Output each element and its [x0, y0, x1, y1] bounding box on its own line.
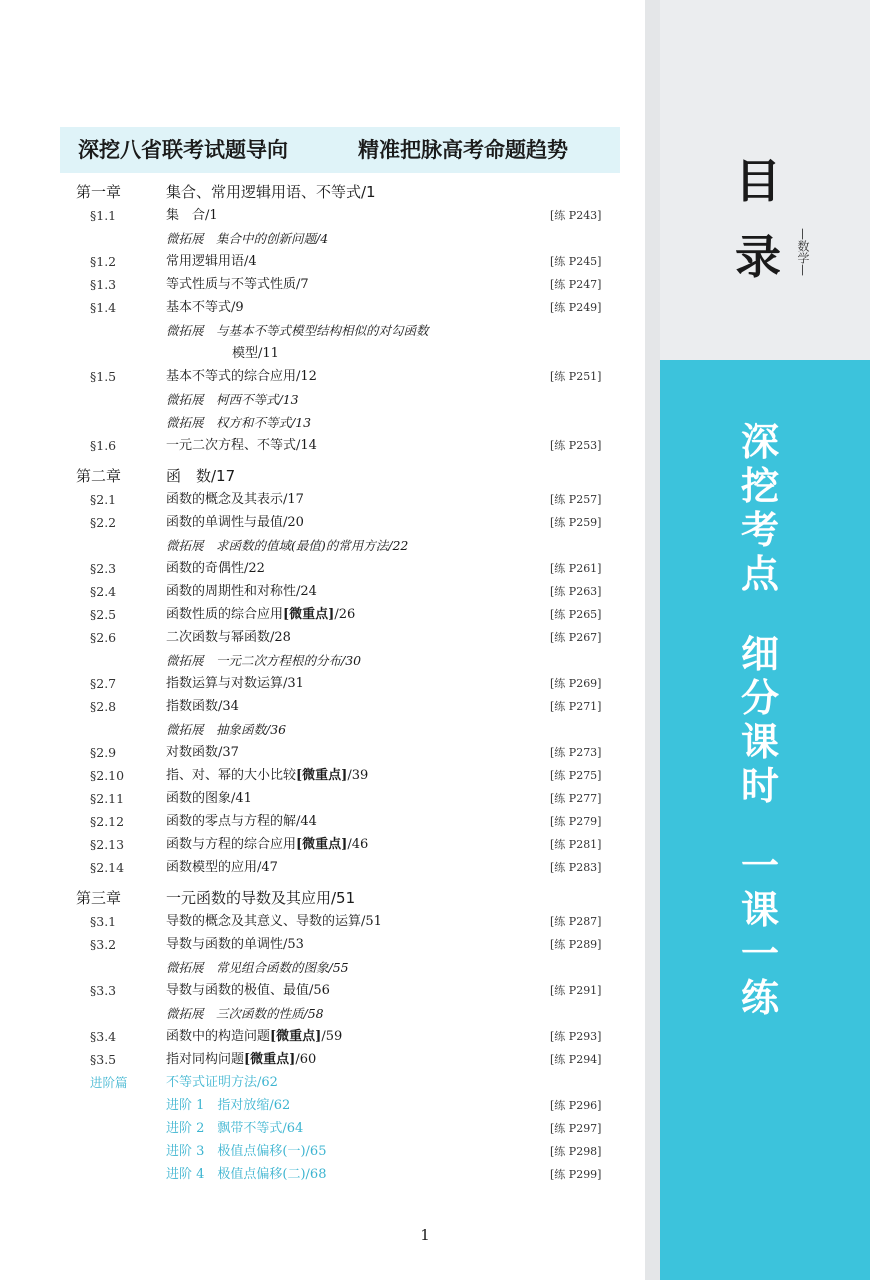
- toc-number: §2.4: [90, 584, 117, 599]
- practice-page-ref: [练 P281]: [550, 838, 602, 851]
- toc-title-text: 函 数/17: [166, 467, 236, 485]
- toc-row[interactable]: [0, 979, 620, 1002]
- toc-row[interactable]: [0, 296, 620, 319]
- toc-title-text: 微拓展 三次函数的性质/58: [166, 1006, 324, 1021]
- practice-page-ref: [练 P287]: [550, 915, 602, 928]
- toc-row[interactable]: [0, 227, 620, 250]
- toc-gap: [0, 457, 620, 464]
- toc-title-text: 指对同构问题: [166, 1052, 245, 1067]
- toc-row[interactable]: [0, 434, 620, 457]
- toc-row[interactable]: [0, 388, 620, 411]
- practice-page-ref: [练 P267]: [550, 631, 602, 644]
- toc-row[interactable]: [0, 342, 620, 365]
- toc-number: §2.8: [90, 699, 117, 714]
- toc-number: §2.12: [90, 814, 125, 829]
- toc-title-text: 指、对、幂的大小比较: [166, 768, 297, 783]
- practice-page-ref: [练 P259]: [550, 516, 602, 529]
- practice-page-ref: [练 P298]: [550, 1145, 602, 1158]
- toc-title-text: 微拓展 集合中的创新问题/4: [166, 231, 329, 246]
- toc-title-text: 微拓展 与基本不等式模型结构相似的对勾函数: [166, 323, 429, 338]
- toc-title: [166, 626, 291, 649]
- toc-page-ref: /60: [295, 1052, 317, 1067]
- toc-title: [166, 1048, 316, 1071]
- toc-number: §2.6: [90, 630, 117, 645]
- toc-row[interactable]: [0, 626, 620, 649]
- toc-row[interactable]: [0, 810, 620, 833]
- practice-page-ref: [练 P265]: [550, 608, 602, 621]
- toc-row[interactable]: [0, 603, 620, 626]
- toc-title-text: 进阶 2 飘带不等式/64: [166, 1121, 304, 1136]
- toc-row[interactable]: [0, 319, 620, 342]
- toc-title-text: 函数中的构造问题: [166, 1029, 271, 1044]
- toc-title: [166, 672, 304, 695]
- toc-number: §2.11: [90, 791, 125, 806]
- toc-number: §2.3: [90, 561, 117, 576]
- toc-title-text: 函数的奇偶性/22: [166, 561, 265, 576]
- key-point-tag: [微重点]: [283, 607, 335, 622]
- toc-row[interactable]: [0, 365, 620, 388]
- toc-number: §2.1: [90, 492, 117, 507]
- banner-left: 深挖八省联考试题导向: [78, 138, 288, 162]
- toc-title-text: 不等式证明方法/62: [166, 1075, 278, 1090]
- toc-title-text: 微拓展 常见组合函数的图象/55: [166, 960, 349, 975]
- toc-title: [166, 856, 278, 879]
- practice-page-ref: [练 P251]: [550, 370, 602, 383]
- toc-number: §2.7: [90, 676, 117, 691]
- toc-number: §3.5: [90, 1052, 117, 1067]
- practice-page-ref: [练 P294]: [550, 1053, 602, 1066]
- practice-page-ref: [练 P296]: [550, 1099, 602, 1112]
- toc-title: [166, 1025, 342, 1048]
- toc-title: [166, 1071, 278, 1094]
- practice-page-ref: [练 P261]: [550, 562, 602, 575]
- toc-number: §2.10: [90, 768, 125, 783]
- toc-row[interactable]: [0, 580, 620, 603]
- slogan-part: 一课一练: [740, 844, 779, 1020]
- toc-number: §1.3: [90, 277, 117, 292]
- toc-row[interactable]: [0, 488, 620, 511]
- practice-page-ref: [练 P263]: [550, 585, 602, 598]
- toc-title-char-2: 录: [735, 230, 781, 284]
- toc-title-text: 指数函数/34: [166, 699, 239, 714]
- toc-title: [166, 910, 382, 933]
- toc-number: 第三章: [76, 889, 122, 907]
- toc-title: [166, 250, 257, 273]
- toc-title-text: 基本不等式/9: [166, 300, 244, 315]
- practice-page-ref: [练 P291]: [550, 984, 602, 997]
- toc-chapter-row[interactable]: [0, 886, 620, 910]
- toc-title-text: 指数运算与对数运算/31: [166, 676, 304, 691]
- toc-number: §3.3: [90, 983, 117, 998]
- toc-title: [166, 695, 239, 718]
- practice-page-ref: [练 P289]: [550, 938, 602, 951]
- practice-page-ref: [练 P243]: [550, 209, 602, 222]
- practice-page-ref: [练 P293]: [550, 1030, 602, 1043]
- toc-title-text: 集合、常用逻辑用语、不等式/1: [166, 183, 376, 201]
- toc-title-text: 微拓展 抽象函数/36: [166, 722, 287, 737]
- toc-number: §1.5: [90, 369, 117, 384]
- banner-right: 精准把脉高考命题趋势: [358, 138, 568, 162]
- toc-row[interactable]: [0, 741, 620, 764]
- toc-row[interactable]: [0, 856, 620, 879]
- toc-title-text: 导数与函数的单调性/53: [166, 937, 304, 952]
- toc-title: [166, 180, 376, 204]
- toc-title: [166, 488, 304, 511]
- toc-title: [166, 603, 355, 626]
- toc-title-text: 微拓展 柯西不等式/13: [166, 392, 299, 407]
- practice-page-ref: [练 P249]: [550, 301, 602, 314]
- toc-title: [166, 273, 309, 296]
- toc-row[interactable]: [0, 250, 620, 273]
- toc-row[interactable]: [0, 1163, 620, 1186]
- toc-title-text: 进阶 1 指对放缩/62: [166, 1098, 291, 1113]
- toc-title-text: 基本不等式的综合应用/12: [166, 369, 317, 384]
- practice-page-ref: [练 P253]: [550, 439, 602, 452]
- toc-row[interactable]: [0, 273, 620, 296]
- toc-number: §1.2: [90, 254, 117, 269]
- toc-title: [166, 411, 311, 434]
- toc-title-text: 二次函数与幂函数/28: [166, 630, 291, 645]
- toc-title-text: 一元二次方程、不等式/14: [166, 438, 317, 453]
- banner: [60, 127, 620, 173]
- toc-title: [166, 227, 328, 250]
- key-point-tag: [微重点]: [296, 837, 348, 852]
- toc-title: [166, 933, 304, 956]
- toc-row[interactable]: [0, 1071, 620, 1094]
- toc-page-ref: /59: [321, 1029, 343, 1044]
- toc-title-text: 一元函数的导数及其应用/51: [166, 889, 356, 907]
- toc-title: [166, 1117, 303, 1140]
- toc-number: 第一章: [76, 183, 122, 201]
- page-number: 1: [420, 1226, 430, 1244]
- toc-chapter-row[interactable]: [0, 464, 620, 488]
- practice-page-ref: [练 P271]: [550, 700, 602, 713]
- toc-title: [166, 718, 286, 741]
- key-point-tag: [微重点]: [270, 1029, 322, 1044]
- toc-row[interactable]: [0, 910, 620, 933]
- toc-number: §2.5: [90, 607, 117, 622]
- toc-page-ref: /26: [334, 607, 356, 622]
- toc-row[interactable]: [0, 411, 620, 434]
- toc-title-text: 函数模型的应用/47: [166, 860, 278, 875]
- key-point-tag: [微重点]: [244, 1052, 296, 1067]
- toc-title: [166, 1140, 326, 1163]
- toc-number: §2.14: [90, 860, 125, 875]
- toc-title-text: 函数的概念及其表示/17: [166, 492, 304, 507]
- toc-number: §2.2: [90, 515, 117, 530]
- toc-title: [166, 204, 218, 227]
- practice-page-ref: [练 P257]: [550, 493, 602, 506]
- toc-title: [166, 810, 317, 833]
- practice-page-ref: [练 P275]: [550, 769, 602, 782]
- toc-row[interactable]: [0, 833, 620, 856]
- toc-row[interactable]: [0, 956, 620, 979]
- toc-title-text: 微拓展 一元二次方程根的分布/30: [166, 653, 362, 668]
- toc-row[interactable]: [0, 718, 620, 741]
- toc-chapter-row[interactable]: [0, 180, 620, 204]
- toc-title: [166, 296, 244, 319]
- toc-number: 第二章: [76, 467, 122, 485]
- toc-title: [166, 886, 355, 910]
- toc-title: [166, 365, 317, 388]
- toc-number: §1.4: [90, 300, 117, 315]
- toc-title: [166, 1094, 290, 1117]
- toc-row[interactable]: [0, 649, 620, 672]
- toc-title: [232, 342, 279, 365]
- toc-title: [166, 833, 368, 856]
- toc-row[interactable]: [0, 1048, 620, 1071]
- toc-number: §3.1: [90, 914, 117, 929]
- toc-title: [166, 1002, 324, 1025]
- key-point-tag: [微重点]: [296, 768, 348, 783]
- toc-title-text: 函数性质的综合应用: [166, 607, 284, 622]
- toc-row[interactable]: [0, 1002, 620, 1025]
- toc-title: [166, 319, 429, 342]
- toc-row[interactable]: [0, 557, 620, 580]
- slogan-part: 细分课时: [740, 632, 779, 808]
- toc-page-ref: /39: [347, 768, 369, 783]
- toc-page-ref: /46: [347, 837, 369, 852]
- toc-gap: [0, 879, 620, 886]
- toc-title-text: 微拓展 权方和不等式/13: [166, 415, 312, 430]
- practice-page-ref: [练 P245]: [550, 255, 602, 268]
- toc-title-text: 函数的单调性与最值/20: [166, 515, 304, 530]
- toc-row[interactable]: [0, 204, 620, 227]
- toc-title: [166, 1163, 326, 1186]
- practice-page-ref: [练 P299]: [550, 1168, 602, 1181]
- toc-title: [166, 787, 252, 810]
- toc-row[interactable]: [0, 672, 620, 695]
- toc-number: §3.2: [90, 937, 117, 952]
- table-of-contents: [0, 180, 620, 1186]
- toc-title-text: 函数的零点与方程的解/44: [166, 814, 317, 829]
- toc-title: [166, 464, 235, 488]
- practice-page-ref: [练 P273]: [550, 746, 602, 759]
- toc-number: §2.9: [90, 745, 117, 760]
- toc-number: §3.4: [90, 1029, 117, 1044]
- toc-title: [166, 979, 330, 1002]
- toc-title: [166, 741, 239, 764]
- toc-title-text: 导数的概念及其意义、导数的运算/51: [166, 914, 382, 929]
- toc-row[interactable]: [0, 764, 620, 787]
- toc-title-text: 函数的周期性和对称性/24: [166, 584, 317, 599]
- practice-page-ref: [练 P269]: [550, 677, 602, 690]
- toc-title-text: 进阶 3 极值点偏移(一)/65: [166, 1144, 327, 1159]
- toc-title-text: 函数的图象/41: [166, 791, 252, 806]
- toc-row[interactable]: [0, 1140, 620, 1163]
- toc-title: [166, 580, 317, 603]
- slogan-part: 深挖考点: [740, 420, 779, 596]
- toc-title-char-1: 目: [735, 154, 781, 208]
- toc-row[interactable]: [0, 1094, 620, 1117]
- toc-row[interactable]: [0, 511, 620, 534]
- toc-row[interactable]: [0, 1025, 620, 1048]
- toc-title: [166, 388, 299, 411]
- toc-title: [166, 511, 304, 534]
- toc-row[interactable]: [0, 1117, 620, 1140]
- toc-title: [166, 557, 265, 580]
- toc-title-text: 集 合/1: [166, 208, 218, 223]
- toc-row[interactable]: [0, 787, 620, 810]
- practice-page-ref: [练 P279]: [550, 815, 602, 828]
- toc-title-text: 函数与方程的综合应用: [166, 837, 297, 852]
- subject-tag: —数学—: [796, 228, 810, 276]
- toc-title-text: 常用逻辑用语/4: [166, 254, 257, 269]
- vertical-slogan: [730, 420, 790, 1056]
- toc-title: [166, 534, 408, 557]
- toc-title-text: 模型/11: [232, 346, 279, 361]
- practice-page-ref: [练 P283]: [550, 861, 602, 874]
- toc-row[interactable]: [0, 695, 620, 718]
- toc-number: §1.6: [90, 438, 117, 453]
- practice-page-ref: [练 P277]: [550, 792, 602, 805]
- toc-number: §1.1: [90, 208, 117, 223]
- toc-title: [166, 764, 368, 787]
- toc-title-text: 进阶 4 极值点偏移(二)/68: [166, 1167, 327, 1182]
- toc-title-text: 对数函数/37: [166, 745, 239, 760]
- toc-title-text: 微拓展 求函数的值域(最值)的常用方法/22: [166, 538, 409, 553]
- toc-number: 进阶篇: [90, 1075, 128, 1090]
- toc-title: [166, 434, 317, 457]
- toc-number: §2.13: [90, 837, 125, 852]
- practice-page-ref: [练 P297]: [550, 1122, 602, 1135]
- toc-title: [166, 956, 349, 979]
- toc-title: [166, 649, 361, 672]
- toc-row[interactable]: [0, 534, 620, 557]
- toc-title-text: 导数与函数的极值、最值/56: [166, 983, 330, 998]
- practice-page-ref: [练 P247]: [550, 278, 602, 291]
- toc-row[interactable]: [0, 933, 620, 956]
- toc-title-text: 等式性质与不等式性质/7: [166, 277, 309, 292]
